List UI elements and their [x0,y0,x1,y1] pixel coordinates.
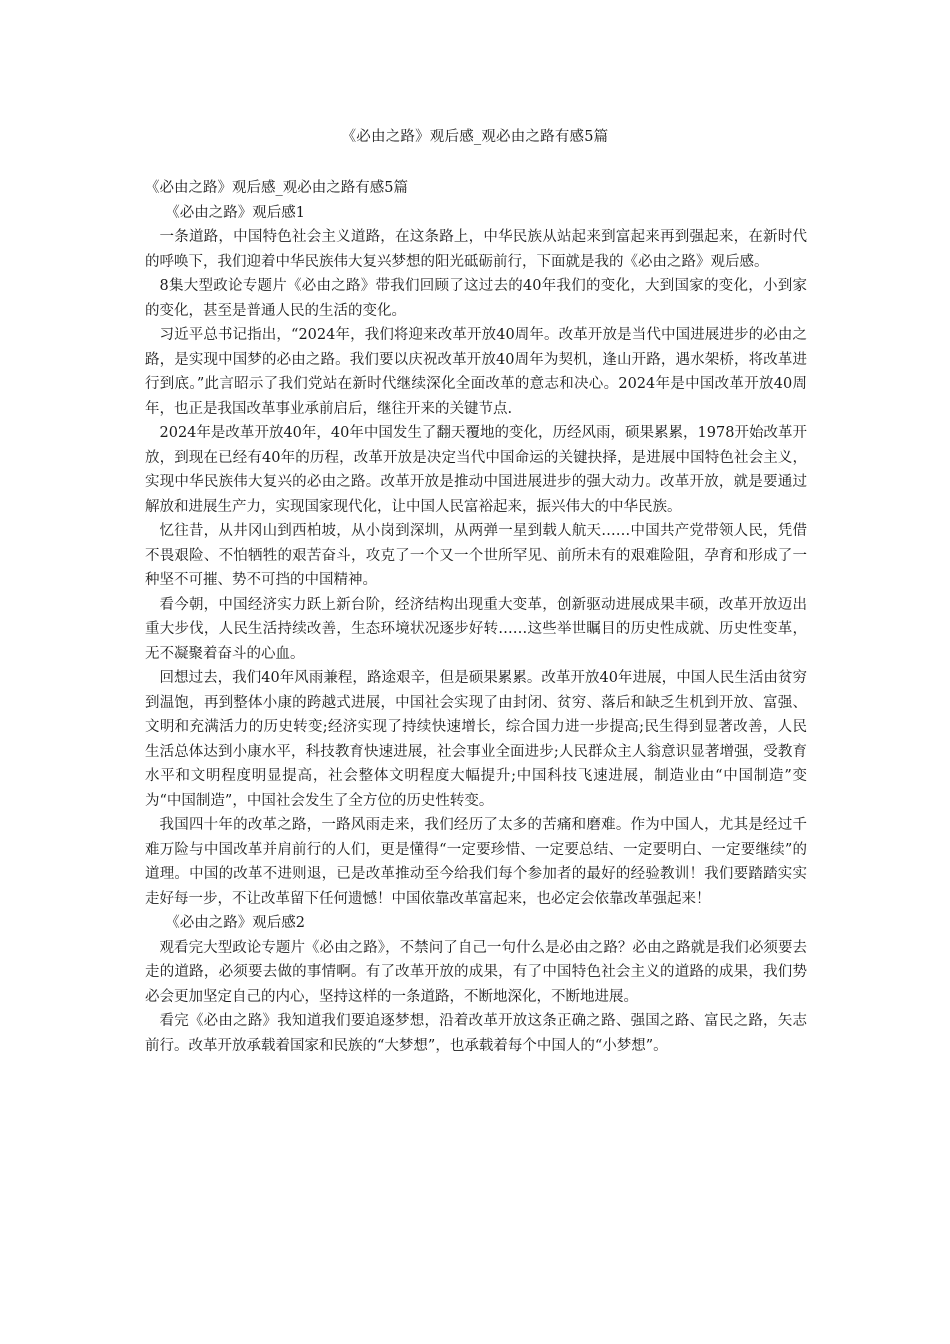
paragraph: 习近平总书记指出，“2024年，我们将迎来改革开放40周年。改革开放是当代中国进展进步的必由之路，是实现中国梦的必由之路。我们要以庆祝改革开放40周年为契机，逢山开路，遇水架桥，将改革进行到底。”此言昭示了我们党站在新时代继续深化全面改革的意志和决心。2024年是中国改革开放40周年，也正是我国改革事业承前启后，继往开来的关键节点. [145,327,807,417]
document-subtitle: 《必由之路》观后感_观必由之路有感5篇 [145,180,408,196]
document-body [145,176,807,1058]
paragraph: 忆往昔，从井冈山到西柏坡，从小岗到深圳，从两弹一星到载人航天……中国共产党带领人民，凭借不畏艰险、不怕牺牲的艰苦奋斗，攻克了一个又一个世所罕见、前所未有的艰难险阻，孕育和形成了一种坚不可摧、势不可挡的中国精神。 [145,523,807,588]
paragraph: 看今朝，中国经济实力跃上新台阶，经济结构出现重大变革，创新驱动进展成果丰硕，改革开放迈出重大步伐，人民生活持续改善，生态环境状况逐步好转……这些举世瞩目的历史性成就、历史性变革，无不凝聚着奋斗的心血。 [145,596,807,662]
paragraph: 回想过去，我们40年风雨兼程，路途艰辛，但是硕果累累。改革开放40年进展，中国人民生活由贫穷到温饱，再到整体小康的跨越式进展，中国社会实现了由封闭、贫穷、落后和缺乏生机到开放、富强、文明和充满活力的历史转变;经济实现了持续快速增长，综合国力进一步提高;民生得到显著改善，人民生活总体达到小康水平，科技教育快速进展，社会事业全面进步;人民群众主人翁意识显著增强，受教育水平和文明程度明显提高，社会整体文明程度大幅提升;中国科技飞速进展，制造业由“中国制造”变为“中国制造”，中国社会发生了全方位的历史性转变。 [145,670,807,809]
paragraph: 一条道路，中国特色社会主义道路，在这条路上，中华民族从站起来到富起来再到强起来，在新时代的呼唤下，我们迎着中华民族伟大复兴梦想的阳光砥砺前行，下面就是我的《必由之路》观后感。 [145,229,807,270]
paragraph: 2024年是改革开放40年，40年中国发生了翻天覆地的变化，历经风雨，硕果累累，1978开始改革开放，到现在已经有40年的历程，改革开放是决定当代中国命运的关键抉择，是进展中国特色社会主义，实现中华民族伟大复兴的必由之路。改革开放是推动中国进展进步的强大动力。改革开放，就是要通过解放和进展生产力，实现国家现代化，让中国人民富裕起来，振兴伟大的中华民族。 [145,425,807,515]
section-heading-1: 《必由之路》观后感1 [165,204,306,221]
paragraph: 看完《必由之路》我知道我们要追逐梦想，沿着改革开放这条正确之路、强国之路、富民之路，矢志前行。改革开放承载着国家和民族的“大梦想”，也承载着每个中国人的“小梦想”。 [145,1013,807,1054]
paragraph: 8集大型政论专题片《必由之路》带我们回顾了这过去的40年我们的变化，大到国家的变化，小到家的变化，甚至是普通人民的生活的变化。 [145,278,807,319]
document-title: 《必由之路》观后感_观必由之路有感5篇 [341,129,609,145]
paragraph: 我国四十年的改革之路，一路风雨走来，我们经历了太多的苦痛和磨难。作为中国人，尤其是经过千难万险与中国改革并肩前行的人们，更是懂得“一定要珍惜、一定要总结、一定要明白、一定要继续”的道理。中国的改革不进则退，已是改革推动至今给我们每个参加者的最好的经验教训！我们要踏踏实实走好每一步，不让改革留下任何遗憾！中国依靠改革富起来，也必定会依靠改革强起来！ [145,817,807,907]
paragraph: 观看完大型政论专题片《必由之路》，不禁问了自己一句什么是必由之路？必由之路就是我们必须要去走的道路，必须要去做的事情啊。有了改革开放的成果，有了中国特色社会主义的道路的成果，我们势必会更加坚定自己的内心，坚持这样的一条道路，不断地深化，不断地进展。 [145,939,807,1005]
section-heading-2: 《必由之路》观后感2 [165,915,306,931]
